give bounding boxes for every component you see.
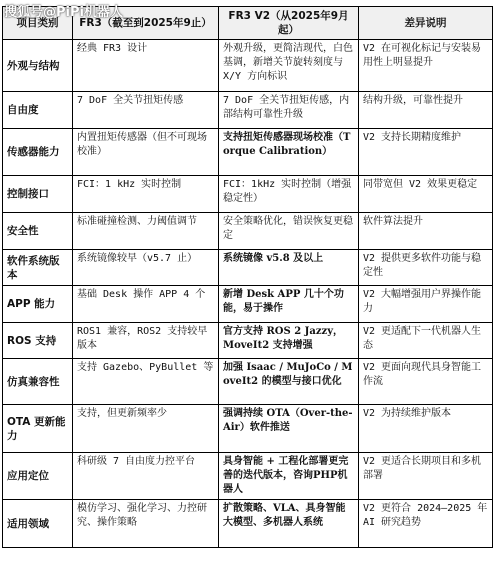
- row-fr3-v2-cell: 强调持续 OTA（Over-the-Air）软件推送: [219, 405, 359, 453]
- row-fr3-cell: 经典 FR3 设计: [73, 40, 219, 92]
- row-fr3-v2-cell: 加强 Isaac / MuJoCo / MoveIt2 的模型与接口优化: [219, 359, 359, 405]
- table-row: [3, 176, 493, 213]
- row-diff-cell: V2 更适配下一代机器人生态: [359, 323, 493, 359]
- row-fr3-v2-cell: 官方支持 ROS 2 Jazzy，MoveIt2 支持增强: [219, 323, 359, 359]
- row-category-cell: APP 能力: [3, 286, 73, 323]
- row-fr3-v2-cell: 扩散策略、VLA、具身智能大模型、多机器人系统: [219, 500, 359, 548]
- row-fr3-v2-cell: 具身智能 + 工程化部署更完善的迭代版本，咨询PHP机器人: [219, 453, 359, 500]
- row-diff-cell: V2 更适合长期项目和多机部署: [359, 453, 493, 500]
- row-diff-cell: 软件算法提升: [359, 213, 493, 250]
- header-fr3-v2: FR3 V2（从2025年9月起）: [219, 7, 359, 40]
- row-fr3-cell: 科研级 7 自由度力控平台: [73, 453, 219, 500]
- row-fr3-cell: 支持，但更新频率少: [73, 405, 219, 453]
- table-body: [3, 40, 493, 548]
- row-fr3-cell: FCI：1 kHz 实时控制: [73, 176, 219, 213]
- table-row: [3, 405, 493, 453]
- row-diff-cell: V2 更符合 2024–2025 年 AI 研究趋势: [359, 500, 493, 548]
- row-diff-cell: V2 为持续维护版本: [359, 405, 493, 453]
- row-fr3-v2-cell: 安全策略优化，错误恢复更稳定: [219, 213, 359, 250]
- table-row: [3, 129, 493, 176]
- row-fr3-v2-cell: 系统镜像 v5.8 及以上: [219, 250, 359, 286]
- table-row: [3, 250, 493, 286]
- header-category: 项目类别: [3, 7, 73, 40]
- row-category-cell: 自由度: [3, 92, 73, 129]
- row-diff-cell: V2 在可视化标记与安装易用性上明显提升: [359, 40, 493, 92]
- table-row: [3, 500, 493, 548]
- row-category-cell: OTA 更新能力: [3, 405, 73, 453]
- header-fr3: FR3（截至到2025年9止）: [73, 7, 219, 40]
- row-category-cell: 应用定位: [3, 453, 73, 500]
- row-fr3-v2-cell: 外观升级，更简洁现代，白色基调，新增关节旋转刻度与 X/Y 方向标识: [219, 40, 359, 92]
- table-row: [3, 40, 493, 92]
- watermark: 搜狐号@PiPi机器人: [4, 5, 123, 20]
- row-fr3-cell: ROS1 兼容，ROS2 支持较早版本: [73, 323, 219, 359]
- row-category-cell: 外观与结构: [3, 40, 73, 92]
- table-row: [3, 286, 493, 323]
- row-fr3-v2-cell: 支持扭矩传感器现场校准（Torque Calibration）: [219, 129, 359, 176]
- row-category-cell: 安全性: [3, 213, 73, 250]
- row-fr3-cell: 系统镜像较早（v5.7 止）: [73, 250, 219, 286]
- row-category-cell: ROS 支持: [3, 323, 73, 359]
- table-row: [3, 323, 493, 359]
- row-category-cell: 仿真兼容性: [3, 359, 73, 405]
- row-category-cell: 适用领域: [3, 500, 73, 548]
- row-fr3-cell: 支持 Gazebo、PyBullet 等: [73, 359, 219, 405]
- row-diff-cell: 结构升级，可靠性提升: [359, 92, 493, 129]
- table-row: [3, 213, 493, 250]
- row-diff-cell: 同带宽但 V2 效果更稳定: [359, 176, 493, 213]
- table-row: [3, 92, 493, 129]
- row-diff-cell: V2 大幅增强用户界操作能力: [359, 286, 493, 323]
- row-diff-cell: V2 提供更多软件功能与稳定性: [359, 250, 493, 286]
- row-fr3-cell: 基础 Desk 操作 APP 4 个: [73, 286, 219, 323]
- row-fr3-cell: 内置扭矩传感器（但不可现场校准）: [73, 129, 219, 176]
- table-row: [3, 359, 493, 405]
- row-fr3-cell: 标准碰撞检测、力阈值调节: [73, 213, 219, 250]
- row-fr3-v2-cell: 新增 Desk APP 几十个功能，易于操作: [219, 286, 359, 323]
- row-fr3-v2-cell: 7 DoF 全关节扭矩传感，内部结构可靠性升级: [219, 92, 359, 129]
- row-fr3-v2-cell: FCI：1kHz 实时控制（增强稳定性）: [219, 176, 359, 213]
- row-diff-cell: V2 支持长期精度维护: [359, 129, 493, 176]
- row-diff-cell: V2 更面向现代具身智能工作流: [359, 359, 493, 405]
- row-category-cell: 控制接口: [3, 176, 73, 213]
- row-fr3-cell: 7 DoF 全关节扭矩传感: [73, 92, 219, 129]
- table-row: [3, 453, 493, 500]
- row-category-cell: 传感器能力: [3, 129, 73, 176]
- comparison-table: [2, 6, 493, 548]
- row-fr3-cell: 模仿学习、强化学习、力控研究、操作策略: [73, 500, 219, 548]
- row-category-cell: 软件系统版本: [3, 250, 73, 286]
- header-diff: 差异说明: [359, 7, 493, 40]
